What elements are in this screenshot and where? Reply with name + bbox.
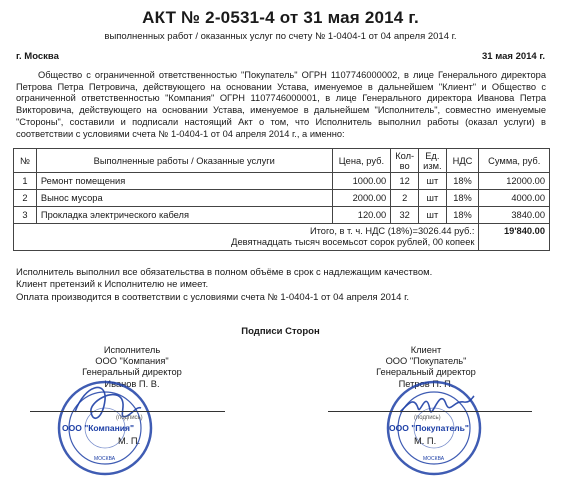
executor-name: Иванов П. В. [104,378,160,389]
note-line: Исполнитель выполнил все обязательства в полном объёме в срок с надлежащим качеством. [16,267,433,278]
act-title: АКТ № 2-0531-4 от 31 мая 2014 г. [142,8,419,27]
row-unit: шт [419,207,446,224]
executor-role: Исполнитель [103,345,161,355]
note-line: Клиент претензий к Исполнителю не имеет. [16,279,209,291]
row-price: 2000.00 [332,190,391,207]
col-unit-header-line1: Ед. [425,150,440,161]
table-row [14,173,550,190]
row-unit: шт [419,190,446,207]
services-table [13,148,550,251]
row-vat: 18% [446,207,479,224]
executor-position: Генеральный директор [82,367,182,378]
executor-stamp-name: ООО "Компания" [62,423,134,433]
row-num: 1 [14,173,37,190]
client-name: Петров П. П. [398,378,454,389]
client-mp: М. П. [414,436,437,446]
table-row [14,190,550,207]
total-value: 19'840.00 [479,224,550,251]
total-words: Девятнадцать тысяч восемьсот сорок рублей, 00 копеек [231,237,475,247]
client-signature-caption: (подпись) [414,415,441,421]
row-num: 3 [14,207,37,224]
row-name: Ремонт помещения [36,173,332,190]
row-price: 120.00 [332,207,391,224]
table-header-row [14,149,550,173]
executor-signature-caption: (подпись) [116,415,143,421]
table-row [14,207,550,224]
intro-paragraph: Общество с ограниченной ответственностью "Покупатель" ОГРН 1107746000002, в лице Генерального директора Петрова Петра Петровича, действующего на основании Устава, именуемое в дальнейшем "Клиент" и Общество с ограниченной ответственностью "Компания" ОГРН 1107746000001, в лице Генерального директора Иванова Петра Викторовича, действующего на основании Устава, именуемое в дальнейшем "Исполнитель", совместно именуемые "Стороны", составили и подписали настоящий Акт о том, что Исполнитель выполнил работы (оказал услуги) в соответствии с условиями счета № 1-0404-1 от 04 апреля 2014 г., а именно: [16,70,546,139]
total-line: Итого, в т. ч. НДС (18%)=3026.44 руб.: [309,226,475,236]
col-name-header: Выполненные работы / Оказанные услуги [36,149,332,173]
act-subtitle: выполненных работ / оказанных услуг по счету № 1-0404-1 от 04 апреля 2014 г. [104,31,457,42]
client-org: ООО "Покупатель" [385,356,467,367]
row-qty: 12 [391,173,419,190]
row-name: Прокладка электрического кабеля [36,207,332,224]
client-stamp-name: ООО "Покупатель" [389,423,469,433]
row-sum: 12000.00 [479,173,550,190]
total-label [14,224,479,251]
client-stamp-city: МОСКВА [423,456,445,462]
note-line: Оплата производится в соответствии с условиями счета № 1-0404-1 от 04 апреля 2014 г. [16,291,410,303]
row-name: Вынос мусора [36,190,332,207]
col-qty-header-line2: во [399,160,410,171]
notes-block [16,267,432,304]
col-num-header: № [14,149,37,173]
row-num: 2 [14,190,37,207]
signatures-title: Подписи Сторон [241,326,320,337]
client-signature-line [328,411,532,412]
document-date: 31 мая 2014 г. [482,51,545,62]
row-sum: 3840.00 [479,207,550,224]
executor-mp: М. П. [118,436,141,446]
table-total-row [14,224,550,251]
executor-stamp-city: МОСКВА [94,456,116,462]
client-position: Генеральный директор [376,367,476,378]
row-price: 1000.00 [332,173,391,190]
col-vat-header: НДС [446,149,479,173]
row-qty: 32 [391,207,419,224]
col-unit-header-line2: изм. [423,160,442,171]
col-unit-header [419,149,446,173]
client-role: Клиент [410,345,442,355]
city-label: г. Москва [16,51,59,62]
executor-signature-line [30,411,225,412]
row-unit: шт [419,173,446,190]
row-vat: 18% [446,190,479,207]
row-sum: 4000.00 [479,190,550,207]
executor-org: ООО "Компания" [95,356,169,367]
row-qty: 2 [391,190,419,207]
row-vat: 18% [446,173,479,190]
col-price-header: Цена, руб. [332,149,391,173]
col-qty-header-line1: Кол- [395,150,415,161]
col-sum-header: Сумма, руб. [479,149,550,173]
col-qty-header [391,149,419,173]
